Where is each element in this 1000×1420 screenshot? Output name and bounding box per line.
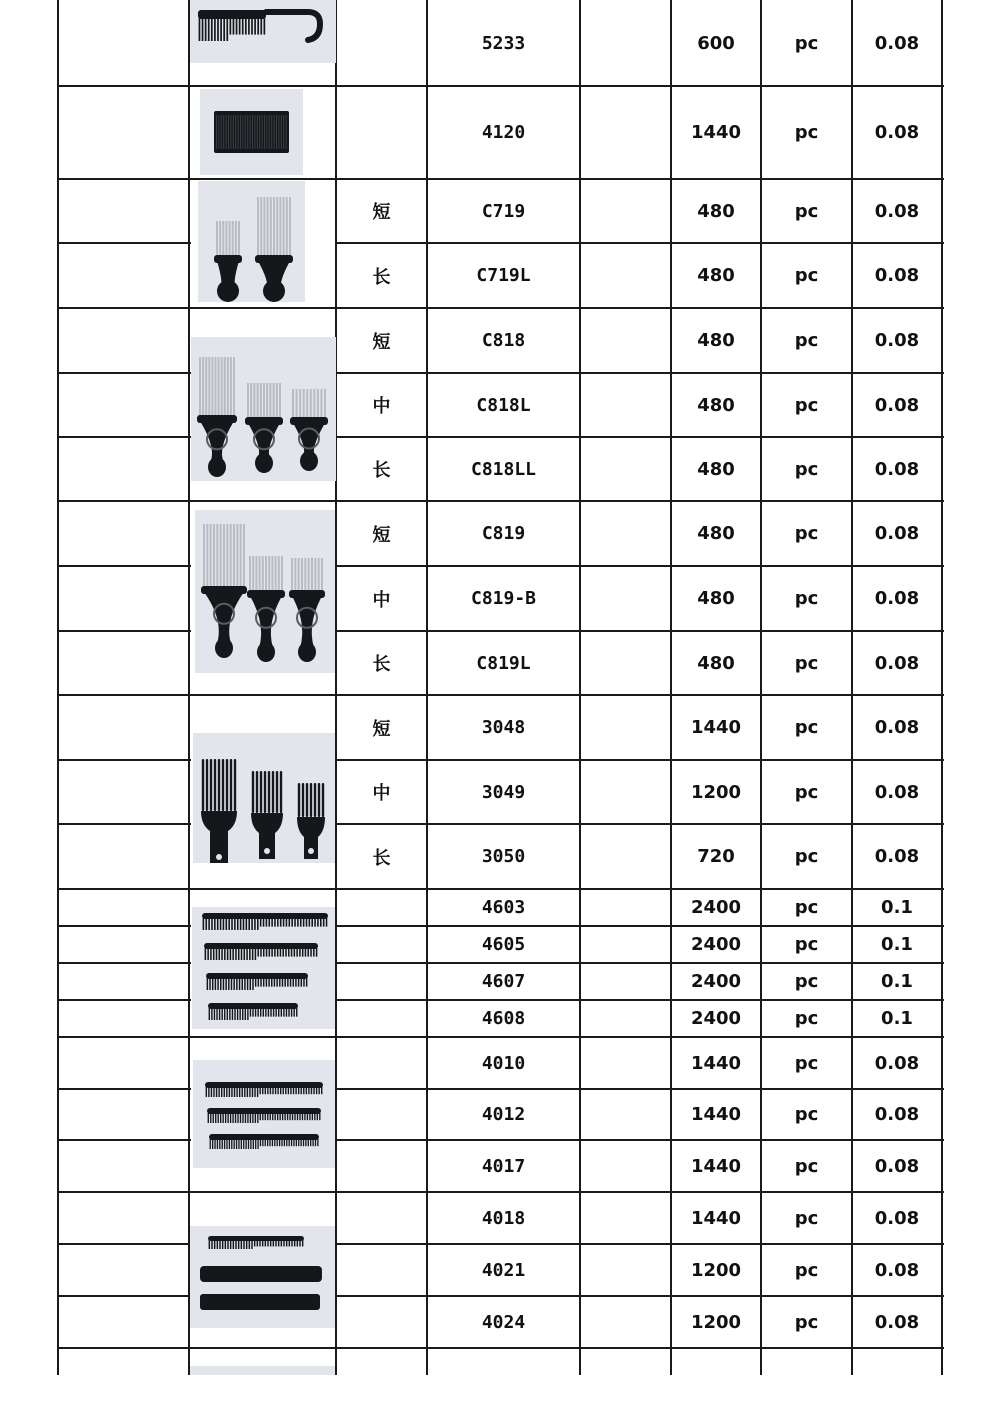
size-cell: 短: [372, 718, 391, 740]
price-cell: [852, 1356, 942, 1420]
size-cell: [336, 1000, 427, 1037]
quantity-cell: 1440: [690, 1052, 742, 1074]
price-cell: 0.08: [874, 781, 920, 803]
size-cell: 中: [372, 589, 391, 611]
quantity-cell: 480: [697, 588, 735, 609]
unit-cell: pc: [794, 330, 819, 351]
item-code-cell: 4605: [481, 934, 526, 955]
unit-cell: pc: [794, 1155, 819, 1177]
row-divider: [58, 1139, 191, 1141]
item-code-cell: 4608: [481, 1008, 526, 1029]
unit-cell: pc: [794, 971, 819, 992]
item-code-cell: 4021: [481, 1259, 526, 1281]
unit-cell: pc: [794, 934, 819, 955]
size-cell: 短: [372, 202, 391, 223]
quantity-cell: 480: [697, 523, 735, 544]
item-code-cell: 4024: [481, 1311, 526, 1333]
row-divider: [58, 500, 191, 502]
quantity-cell: 480: [697, 265, 735, 286]
row-divider: [58, 436, 191, 438]
quantity-cell: 2400: [690, 971, 742, 992]
row-divider: [189, 500, 338, 502]
unit-cell: pc: [794, 717, 819, 738]
hook-comb-photo: [190, 0, 336, 63]
price-cell: 0.08: [874, 1311, 920, 1333]
size-cell: [336, 1037, 427, 1089]
unit-cell: pc: [794, 523, 819, 544]
quantity-cell: 1440: [690, 717, 742, 738]
size-cell: [336, 1140, 427, 1192]
size-cell: 长: [372, 266, 391, 288]
price-cell: 0.08: [874, 588, 920, 609]
price-cell: 0.1: [881, 971, 913, 992]
item-code-cell: 5233: [481, 32, 526, 54]
item-code-cell: 4603: [481, 897, 526, 918]
size-cell: 中: [372, 783, 391, 804]
size-cell: [336, 926, 427, 963]
price-cell: 0.08: [874, 652, 920, 674]
twin-comb-photo: [200, 89, 303, 175]
row-divider: [58, 372, 191, 374]
quantity-cell: 480: [697, 652, 735, 674]
item-code-cell: [427, 1356, 580, 1420]
row-divider: [189, 1347, 338, 1349]
item-code-cell: C818: [481, 330, 526, 351]
size-cell: [336, 1296, 427, 1348]
row-divider: [58, 925, 191, 927]
quantity-cell: 1440: [690, 122, 742, 143]
row-divider: [189, 888, 338, 890]
row-divider: [189, 694, 338, 696]
unit-cell: pc: [794, 1311, 819, 1333]
row-divider: [189, 1036, 338, 1038]
three-ornate-pick-photo: [195, 510, 335, 673]
unit-cell: pc: [794, 781, 819, 803]
quantity-cell: 1440: [690, 1104, 742, 1125]
item-code-cell: C819: [481, 523, 526, 544]
price-cell: 0.08: [874, 394, 920, 416]
item-code-cell: 3049: [481, 781, 526, 803]
price-cell: 0.08: [874, 1104, 920, 1125]
unit-cell: pc: [794, 1259, 819, 1281]
three-styling-comb-photo: [190, 1226, 335, 1328]
row-divider: [58, 307, 191, 309]
price-cell: 0.08: [874, 265, 920, 286]
price-cell: 0.1: [881, 897, 913, 918]
quantity-cell: 2400: [690, 897, 742, 918]
item-code-cell: 4018: [481, 1207, 526, 1229]
column-divider: [57, 0, 59, 1375]
size-cell: [336, 1089, 427, 1140]
row-divider: [58, 242, 191, 244]
row-divider: [58, 999, 191, 1001]
column-divider: [188, 0, 190, 1375]
price-cell: 0.08: [874, 1259, 920, 1281]
item-code-cell: C819-B: [470, 588, 537, 609]
three-metal-pick-photo: [191, 337, 336, 481]
item-code-cell: 4010: [481, 1052, 526, 1074]
item-code-cell: 4607: [481, 971, 526, 992]
size-cell: 长: [372, 460, 391, 481]
row-divider: [58, 759, 191, 761]
row-divider: [58, 888, 191, 890]
price-cell: 0.08: [874, 200, 920, 222]
unit-cell: pc: [794, 652, 819, 674]
item-code-cell: 4017: [481, 1155, 526, 1177]
quantity-cell: 1200: [690, 781, 742, 803]
size-cell: 短: [372, 331, 391, 353]
size-cell: [336, 1244, 427, 1296]
quantity-cell: 720: [697, 846, 735, 867]
quantity-cell: 1200: [690, 1259, 742, 1281]
item-code-cell: C719L: [476, 265, 531, 286]
size-cell: [336, 0, 427, 86]
unit-cell: pc: [794, 1207, 819, 1229]
quantity-cell: 480: [697, 394, 735, 416]
price-cell: 0.08: [874, 1155, 920, 1177]
quantity-cell: 1440: [690, 1207, 742, 1229]
item-code-cell: 4120: [481, 122, 526, 143]
quantity-cell: 1200: [690, 1311, 742, 1333]
unit-cell: pc: [794, 32, 819, 54]
unit-cell: pc: [794, 122, 819, 143]
row-divider: [58, 565, 191, 567]
unit-cell: pc: [794, 200, 819, 222]
two-metal-pick-photo: [198, 181, 305, 302]
size-cell: 中: [372, 396, 391, 417]
unit-cell: pc: [794, 1104, 819, 1125]
unit-cell: pc: [794, 394, 819, 416]
size-cell: [336, 86, 427, 179]
partial-comb-photo: [190, 1366, 335, 1375]
price-cell: 0.08: [874, 458, 920, 480]
size-cell: [336, 889, 427, 926]
row-divider: [58, 962, 191, 964]
unit-cell: pc: [794, 265, 819, 286]
price-cell: 0.1: [881, 1008, 913, 1029]
row-divider: [58, 1191, 191, 1193]
size-cell: 长: [372, 654, 391, 675]
quantity-cell: 480: [697, 330, 735, 351]
row-divider: [58, 694, 191, 696]
quantity-cell: 600: [697, 32, 735, 54]
price-cell: 0.1: [881, 934, 913, 955]
quantity-cell: 2400: [690, 1008, 742, 1029]
unit-cell: pc: [794, 1052, 819, 1074]
quantity-cell: 480: [697, 200, 735, 222]
price-cell: 0.08: [874, 330, 920, 351]
item-code-cell: 3048: [481, 717, 526, 738]
row-divider: [58, 1295, 191, 1297]
row-divider: [58, 1088, 191, 1090]
unit-cell: pc: [794, 588, 819, 609]
price-cell: 0.08: [874, 846, 920, 867]
quantity-cell: [671, 1356, 761, 1420]
row-divider: [58, 85, 191, 87]
row-divider: [58, 1036, 191, 1038]
quantity-cell: 480: [697, 458, 735, 480]
item-code-cell: 4012: [481, 1104, 526, 1125]
price-cell: 0.08: [874, 122, 920, 143]
size-cell: [336, 1192, 427, 1244]
price-cell: 0.08: [874, 32, 920, 54]
item-code-cell: C818LL: [470, 458, 537, 480]
row-divider: [58, 630, 191, 632]
size-cell: 短: [372, 524, 391, 546]
item-code-cell: 3050: [481, 846, 526, 867]
three-plastic-pick-photo: [193, 733, 335, 863]
quantity-cell: 1440: [690, 1155, 742, 1177]
unit-cell: pc: [794, 897, 819, 918]
item-code-cell: C819L: [476, 652, 531, 674]
size-cell: 长: [372, 847, 391, 869]
row-divider: [189, 1191, 338, 1193]
price-cell: 0.08: [874, 1052, 920, 1074]
size-cell: [336, 963, 427, 1000]
row-divider: [58, 1347, 191, 1349]
unit-cell: pc: [794, 846, 819, 867]
four-pocket-comb-photo: [192, 907, 335, 1029]
unit-cell: pc: [794, 458, 819, 480]
row-divider: [189, 307, 338, 309]
unit-cell: pc: [794, 1008, 819, 1029]
row-divider: [189, 178, 338, 180]
row-divider: [58, 1243, 191, 1245]
item-code-cell: C818L: [476, 394, 531, 416]
row-divider: [58, 823, 191, 825]
quantity-cell: 2400: [690, 934, 742, 955]
three-cutting-comb-photo: [193, 1060, 335, 1168]
row-divider: [58, 178, 191, 180]
price-cell: 0.08: [874, 1207, 920, 1229]
row-divider: [189, 85, 338, 87]
price-cell: 0.08: [874, 717, 920, 738]
price-cell: 0.08: [874, 523, 920, 544]
item-code-cell: C719: [481, 200, 526, 222]
